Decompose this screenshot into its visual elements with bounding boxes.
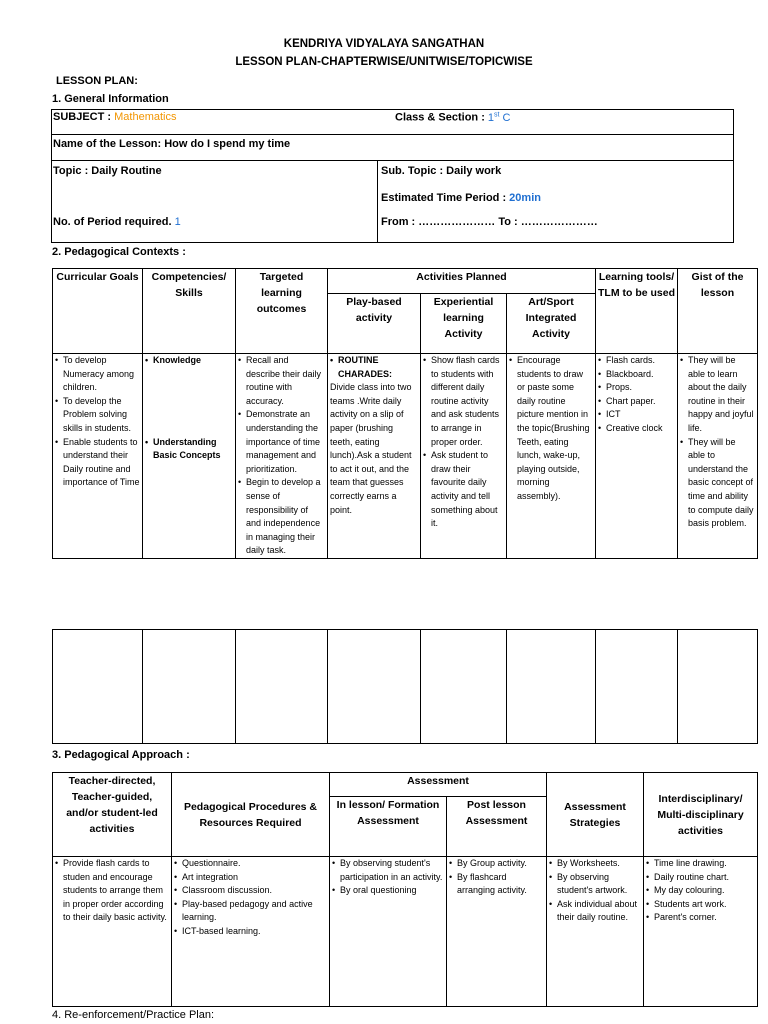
header-in-lesson: In lesson/ Formation Assessment <box>330 797 447 857</box>
empty-cell <box>678 630 758 744</box>
list-item: • Begin to develop a sense of responsibility of and independence in managing their daily task. <box>246 476 325 558</box>
cell-art-sport <box>507 354 596 559</box>
cell-curricular-goals <box>53 354 143 559</box>
cell-post-lesson <box>447 857 547 1007</box>
header-interdisciplinary: Interdisciplinary/ Multi-disciplinary activities <box>644 773 758 857</box>
list-item: • To develop the Problem solving skills in students. <box>63 395 140 436</box>
lesson-plan-label: LESSON PLAN: <box>56 75 138 87</box>
list-item: • Show flash cards to students with different daily routine activity and ask students to arrange in proper order. <box>431 354 504 449</box>
list-item: • Daily routine chart. <box>654 871 755 885</box>
list-item: • Time line drawing. <box>654 857 755 871</box>
list-item: • Demonstrate an understanding the importance of time management and prioritization. <box>246 408 325 476</box>
header-learning-tools: Learning tools/ TLM to be used <box>596 269 678 354</box>
list-item: • Provide flash cards to studen and encourage students to arrange them in proper order according to their daily basic activity. <box>63 857 169 925</box>
header-assessment: Assessment <box>330 773 547 797</box>
cell-play-based <box>328 354 421 559</box>
empty-cell <box>53 630 143 744</box>
estimated-time: Estimated Time Period : 20min <box>381 192 541 204</box>
play-title: • ROUTINE CHARADES: <box>338 354 418 381</box>
class-section-field: Class & Section : 1st C <box>395 111 511 124</box>
cell-targeted-outcomes <box>236 354 328 559</box>
empty-cell <box>421 630 507 744</box>
list-item: • By observing student's artwork. <box>557 871 641 898</box>
list-item: • By Group activity. <box>457 857 544 871</box>
header-targeted-outcomes: Targeted learning outcomes <box>236 269 328 354</box>
list-item: • Art integration <box>182 871 327 885</box>
continuation-table <box>52 629 758 744</box>
list-item: • Enable students to understand their Daily routine and importance of Time <box>63 436 140 490</box>
pedagogical-approach-table <box>52 772 758 1007</box>
cell-procedures <box>172 857 330 1007</box>
header-post-lesson: Post lesson Assessment <box>447 797 547 857</box>
cell-strategies <box>547 857 644 1007</box>
list-item: • Chart paper. <box>606 395 675 409</box>
header-gist: Gist of the lesson <box>678 269 758 354</box>
list-item: • Parent's corner. <box>654 911 755 925</box>
list-item: • By Worksheets. <box>557 857 641 871</box>
from-to: From : ………………… To : ………………… <box>381 216 598 228</box>
list-item: • Questionnaire. <box>182 857 327 871</box>
cell-in-lesson <box>330 857 447 1007</box>
periods-required: No. of Period required. 1 <box>53 216 181 228</box>
org-title: KENDRIYA VIDYALAYA SANGATHAN <box>283 38 485 50</box>
cell-teacher-activities <box>53 857 172 1007</box>
list-item: • ICT-based learning. <box>182 925 327 939</box>
list-item: • By oral questioning <box>340 884 444 898</box>
list-item: • My day colouring. <box>654 884 755 898</box>
play-text: Divide class into two teams .Write daily activity on a slip of paper (brushing teeth, eating lunch).Ask a student to act it out, and the team that guesses correctly earns a point. <box>330 382 412 515</box>
cell-interdisciplinary <box>644 857 758 1007</box>
list-item: • Knowledge <box>153 354 233 368</box>
topic: Topic : Daily Routine <box>53 165 162 177</box>
lesson-name: Name of the Lesson: How do I spend my time <box>53 138 291 150</box>
header-play-based: Play-based activity <box>328 294 421 354</box>
empty-cell <box>596 630 678 744</box>
list-item: • Creative clock <box>606 422 675 436</box>
empty-cell <box>328 630 421 744</box>
document-subtitle: LESSON PLAN-CHAPTERWISE/UNITWISE/TOPICWISE <box>235 56 533 68</box>
list-item: • Understanding Basic Concepts <box>153 436 233 463</box>
list-item: • They will be able to learn about the daily routine in their happy and joyful life. <box>688 354 755 436</box>
list-item: • Classroom discussion. <box>182 884 327 898</box>
cell-learning-tools <box>596 354 678 559</box>
subject-field: SUBJECT : Mathematics <box>53 111 177 123</box>
list-item: • Blackboard. <box>606 368 675 382</box>
section4-heading: 4. Re-enforcement/Practice Plan: <box>52 1009 215 1021</box>
list-item: • By observing student's participation in an activity. <box>340 857 444 884</box>
header-curricular-goals: Curricular Goals <box>53 269 143 354</box>
list-item: • By flashcard arranging activity. <box>457 871 544 898</box>
list-item: • Encourage students to draw or paste some daily routine picture mention in the topic(Brushing Teeth, eating lunch, wake-up, playing outside, morning assembly). <box>517 354 593 504</box>
subtopic: Sub. Topic : Daily work <box>381 165 502 177</box>
empty-cell <box>236 630 328 744</box>
list-item: • ICT <box>606 408 675 422</box>
list-item: • To develop Numeracy among children. <box>63 354 140 395</box>
general-info-box <box>51 109 734 243</box>
header-activities-planned: Activities Planned <box>328 269 596 294</box>
section1-heading: 1. General Information <box>52 93 169 105</box>
cell-gist <box>678 354 758 559</box>
header-procedures: Pedagogical Procedures & Resources Required <box>172 773 330 857</box>
header-art-sport: Art/Sport Integrated Activity <box>507 294 596 354</box>
list-item: • Students art work. <box>654 898 755 912</box>
section2-heading: 2. Pedagogical Contexts : <box>52 246 186 258</box>
pedagogical-contexts-table <box>52 268 758 559</box>
empty-cell <box>143 630 236 744</box>
empty-cell <box>507 630 596 744</box>
section3-heading: 3. Pedagogical Approach : <box>52 749 190 761</box>
cell-experiential <box>421 354 507 559</box>
list-item: • Recall and describe their daily routine with accuracy. <box>246 354 325 408</box>
header-teacher-activities: Teacher-directed, Teacher-guided, and/or student-led activities <box>53 773 172 857</box>
list-item: • They will be able to understand the basic concept of time and ability to compute daily basis problem. <box>688 436 755 531</box>
list-item: • Ask individual about their daily routine. <box>557 898 641 925</box>
list-item: • Ask student to draw their favourite daily activity and tell something about it. <box>431 449 504 531</box>
header-strategies: Assessment Strategies <box>547 773 644 857</box>
list-item: • Props. <box>606 381 675 395</box>
header-competencies: Competencies/ Skills <box>143 269 236 354</box>
list-item: • Flash cards. <box>606 354 675 368</box>
list-item: • Play-based pedagogy and active learning. <box>182 898 327 925</box>
header-experiential: Experiential learning Activity <box>421 294 507 354</box>
cell-competencies <box>143 354 236 559</box>
